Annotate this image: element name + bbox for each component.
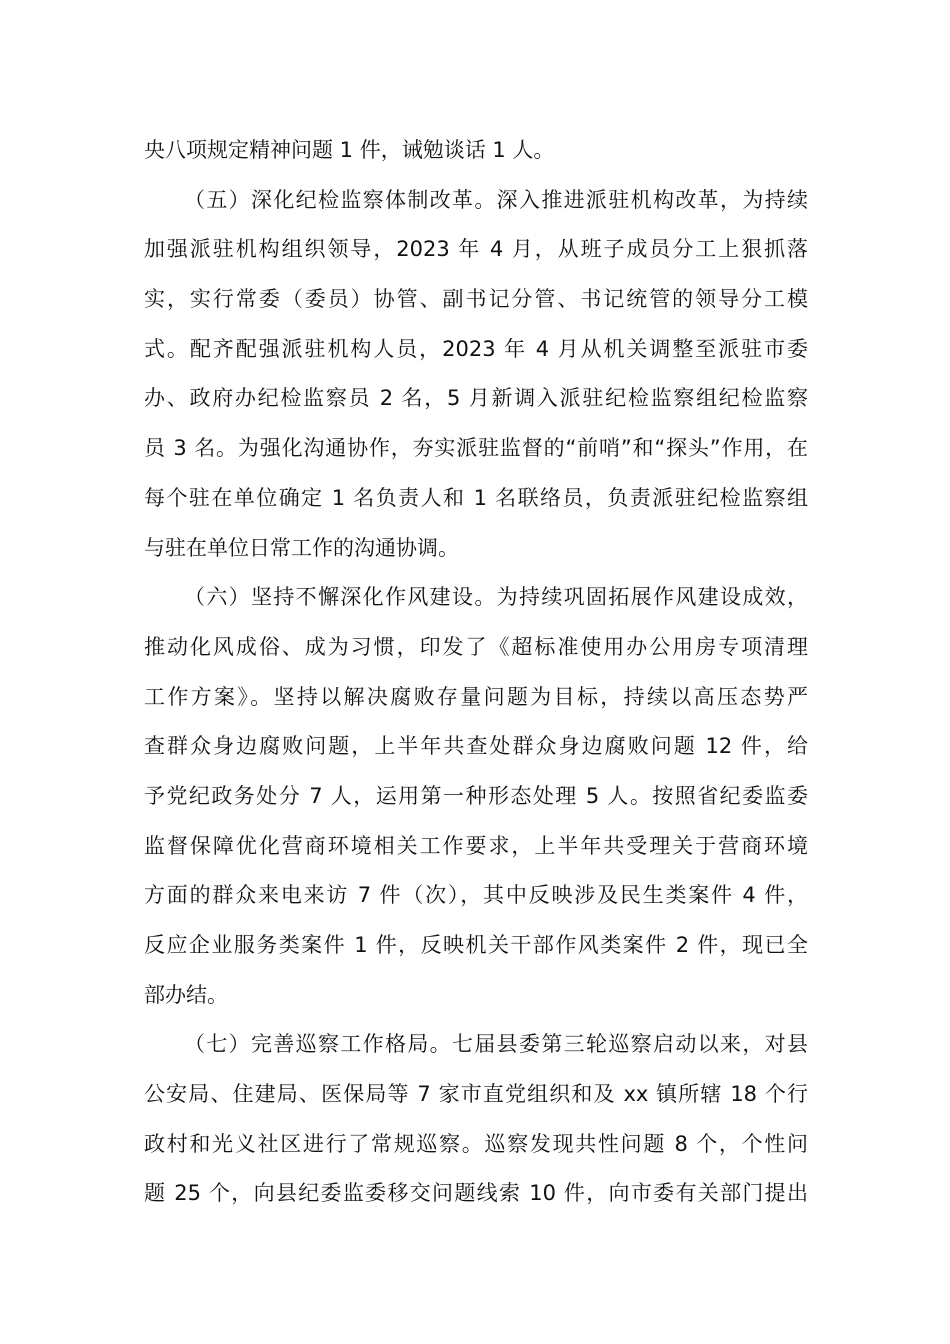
section-six-heading-line: （六）坚持不懈深化作风建设。为持续巩固拓展作风建设成效， (184, 585, 808, 610)
section-seven-heading-line: （七）完善巡察工作格局。七届县委第三轮巡察启动以来，对县 (184, 1032, 808, 1057)
text-line: 方面的群众来电来访 7 件（次），其中反映涉及民生类案件 4 件， (144, 883, 808, 908)
text-line: 监督保障优化营商环境相关工作要求，上半年共受理关于营商环境 (144, 833, 808, 858)
text-line: 部办结。 (144, 982, 228, 1007)
text-line: 查群众身边腐败问题，上半年共查处群众身边腐败问题 12 件，给 (144, 734, 808, 759)
text-line: 办、政府办纪检监察员 2 名，5 月新调入派驻纪检监察组纪检监察 (144, 386, 808, 411)
text-line: 予党纪政务处分 7 人，运用第一种形态处理 5 人。按照省纪委监委 (144, 783, 808, 808)
text-line: 央八项规定精神问题 1 件，诫勉谈话 1 人。 (144, 138, 555, 162)
text-line: 政村和光义社区进行了常规巡察。巡察发现共性问题 8 个，个性问 (144, 1131, 808, 1156)
text-line: 与驻在单位日常工作的沟通协调。 (144, 535, 459, 560)
section-five-heading-line: （五）深化纪检监察体制改革。深入推进派驻机构改革，为持续 (184, 187, 808, 212)
text-line: 推动化风成俗、成为习惯，印发了《超标准使用办公用房专项清理 (144, 634, 808, 659)
text-line: 工作方案》。坚持以解决腐败存量问题为目标，持续以高压态势严 (144, 684, 808, 709)
text-line: 反应企业服务类案件 1 件，反映机关干部作风类案件 2 件，现已全 (144, 933, 808, 957)
text-line: 题 25 个，向县纪委监委移交问题线索 10 件，向市委有关部门提出 (144, 1181, 808, 1206)
text-line: 员 3 名。为强化沟通协作，夯实派驻监督的“前哨”和“探头”作用，在 (144, 436, 808, 461)
text-line: 实，实行常委（委员）协管、副书记分管、书记统管的领导分工模 (144, 287, 808, 312)
document-body (144, 126, 808, 1219)
text-line: 每个驻在单位确定 1 名负责人和 1 名联络员，负责派驻纪检监察组 (144, 485, 808, 510)
text-line: 加强派驻机构组织领导，2023 年 4 月，从班子成员分工上狠抓落 (144, 237, 808, 262)
text-line: 式。配齐配强派驻机构人员，2023 年 4 月从机关调整至派驻市委 (144, 336, 808, 361)
text-line: 公安局、住建局、医保局等 7 家市直党组织和及 xx 镇所辖 18 个行 (144, 1082, 808, 1107)
